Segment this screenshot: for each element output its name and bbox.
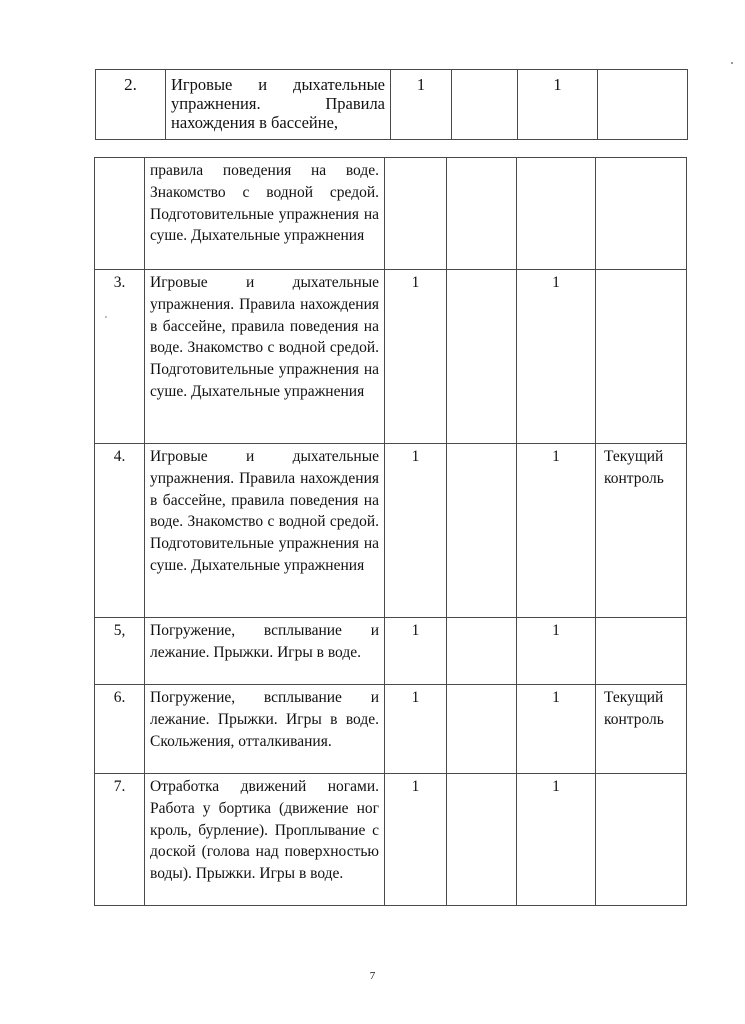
table-row bbox=[95, 270, 687, 444]
control-form: Текущий контроль bbox=[596, 444, 687, 618]
hours-cell bbox=[447, 158, 517, 270]
lesson-topic: Игровые и дыхательные упражнения. Правила нахождения в бассейне, bbox=[166, 70, 391, 140]
scan-speck bbox=[105, 316, 107, 318]
practice-hours: 1 bbox=[517, 774, 596, 906]
theory-hours: 1 bbox=[385, 444, 447, 618]
hours-cell bbox=[447, 618, 517, 685]
table-row bbox=[95, 444, 687, 618]
table-row bbox=[95, 158, 687, 270]
table-row bbox=[95, 774, 687, 906]
lesson-table-main bbox=[94, 157, 687, 906]
practice-hours: 1 bbox=[518, 70, 598, 140]
practice-hours: 1 bbox=[517, 270, 596, 444]
lesson-topic: Погружение, всплывание и лежание. Прыжки. Игры в воде. Скольжения, отталкивания. bbox=[145, 685, 385, 774]
lesson-topic: Игровые и дыхательные упражнения. Правила нахождения в бассейне, правила поведения на воде. Знакомство с водной средой. Подготовительные упражнения на суше. Дыхательные упражнения bbox=[145, 270, 385, 444]
control-form bbox=[596, 270, 687, 444]
control-form bbox=[598, 70, 688, 140]
theory-hours: 1 bbox=[385, 774, 447, 906]
scan-speck bbox=[731, 62, 733, 64]
theory-hours bbox=[385, 158, 447, 270]
lesson-number: 4. bbox=[95, 444, 145, 618]
theory-hours: 1 bbox=[385, 618, 447, 685]
practice-hours: 1 bbox=[517, 618, 596, 685]
hours-cell bbox=[447, 270, 517, 444]
theory-hours: 1 bbox=[385, 270, 447, 444]
lesson-number: 2. bbox=[96, 70, 166, 140]
lesson-topic: Отработка движений ногами. Работа у бортика (движение ног кроль, бурление). Проплывание с доской (голова над поверхностью воды). Прыжки. Игры в воде. bbox=[145, 774, 385, 906]
table-row bbox=[95, 685, 687, 774]
lesson-topic: Погружение, всплывание и лежание. Прыжки. Игры в воде. bbox=[145, 618, 385, 685]
lesson-number: 5, bbox=[95, 618, 145, 685]
lesson-topic: правила поведения на воде. Знакомство с водной средой. Подготовительные упражнения на суше. Дыхательные упражнения bbox=[145, 158, 385, 270]
control-form bbox=[596, 774, 687, 906]
page-number: 7 bbox=[369, 970, 376, 982]
theory-hours: 1 bbox=[385, 685, 447, 774]
practice-hours: 1 bbox=[517, 685, 596, 774]
hours-cell bbox=[452, 70, 518, 140]
lesson-number bbox=[95, 158, 145, 270]
table-row bbox=[95, 618, 687, 685]
hours-cell bbox=[447, 685, 517, 774]
control-form: Текущий контроль bbox=[596, 685, 687, 774]
theory-hours: 1 bbox=[391, 70, 452, 140]
practice-hours bbox=[517, 158, 596, 270]
lesson-number: 6. bbox=[95, 685, 145, 774]
practice-hours: 1 bbox=[517, 444, 596, 618]
lesson-topic: Игровые и дыхательные упражнения. Правила нахождения в бассейне, правила поведения на воде. Знакомство с водной средой. Подготовительные упражнения на суше. Дыхательные упражнения bbox=[145, 444, 385, 618]
hours-cell bbox=[447, 444, 517, 618]
lesson-number: 7. bbox=[95, 774, 145, 906]
control-form bbox=[596, 158, 687, 270]
hours-cell bbox=[447, 774, 517, 906]
lesson-table-top bbox=[95, 69, 688, 140]
control-form bbox=[596, 618, 687, 685]
table-row bbox=[96, 70, 688, 140]
lesson-number: 3. bbox=[95, 270, 145, 444]
